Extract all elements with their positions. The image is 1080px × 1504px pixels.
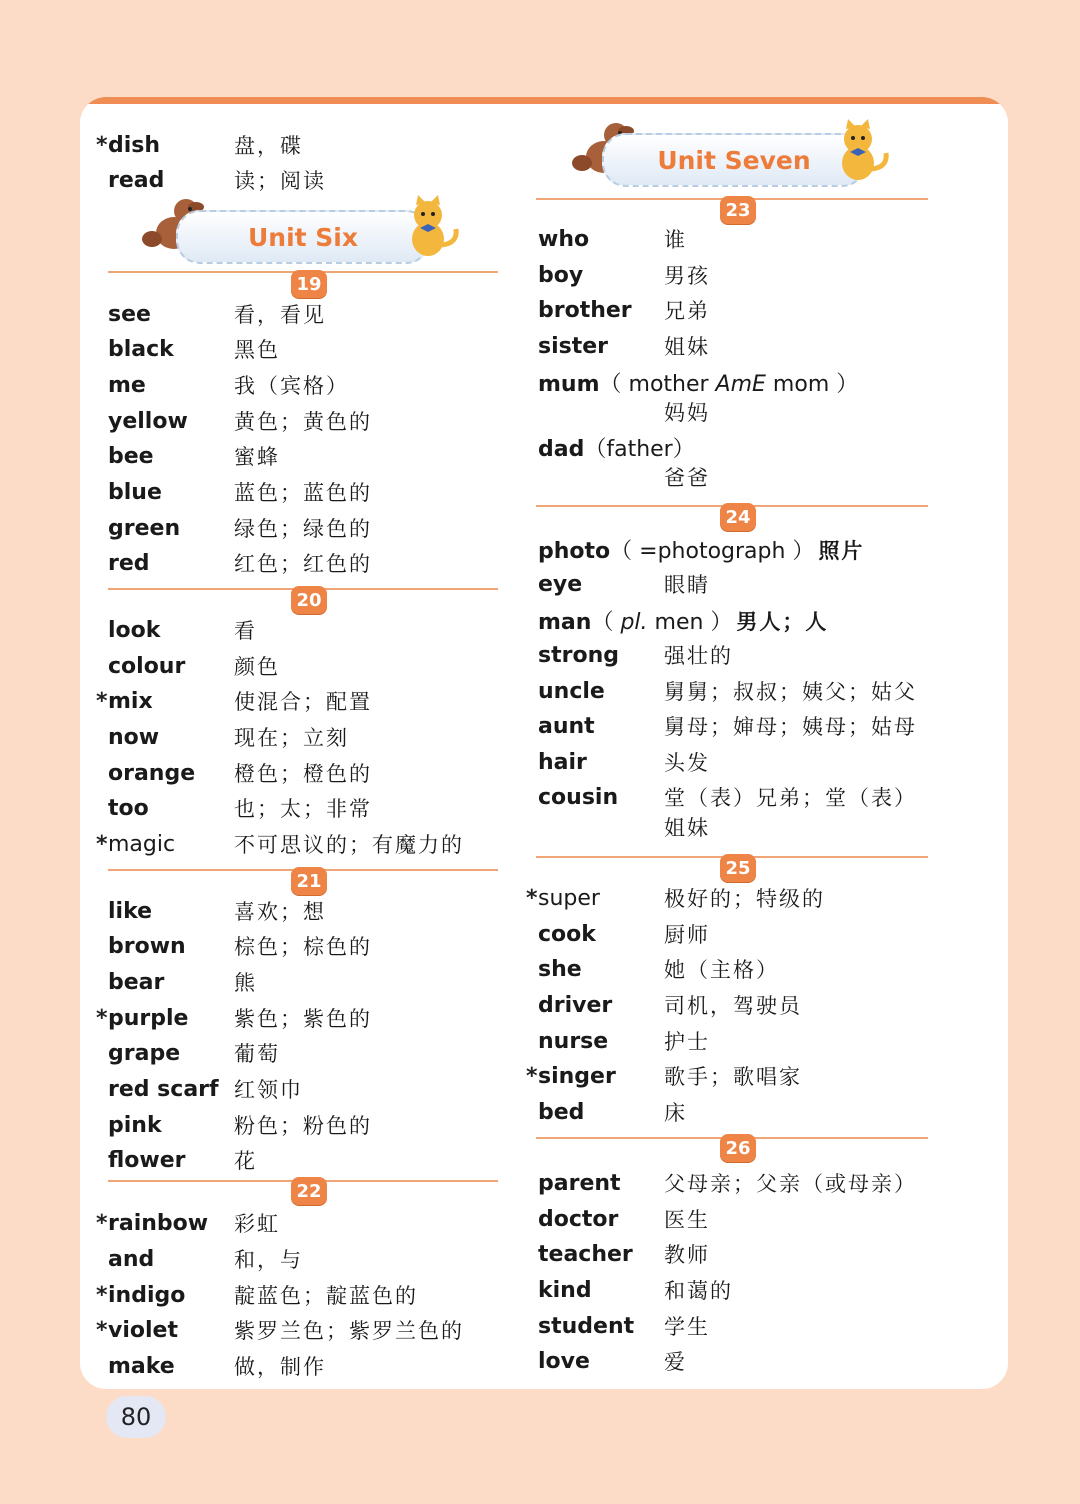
english-word: pink [108, 1112, 162, 1138]
chinese-meaning: 棕色；棕色的 [234, 935, 372, 959]
english-word: boy [538, 262, 584, 288]
unit-six-banner [176, 210, 430, 264]
english-word: who [538, 226, 590, 252]
english-word: read [108, 167, 165, 193]
english-word: super [538, 885, 600, 911]
chinese-meaning: 极好的；特级的 [664, 887, 825, 911]
english-word: like [108, 898, 153, 924]
note-text: mom ） [765, 371, 859, 397]
word-note: （ =photograph ） [610, 538, 815, 564]
english-word [538, 605, 828, 636]
star-marker: * [96, 831, 108, 857]
chinese-meaning: 舅舅；叔叔；姨父；姑父 [664, 680, 917, 704]
star-marker: * [96, 688, 108, 714]
vocabulary-card [80, 97, 1008, 1389]
english-word: love [538, 1348, 590, 1374]
english-word: aunt [538, 713, 595, 739]
chinese-meaning: 红领巾 [234, 1078, 303, 1102]
english-word: eye [538, 571, 583, 597]
english-word: violet [108, 1317, 178, 1343]
star-marker: * [96, 1210, 108, 1236]
chinese-meaning: 男人；人 [736, 608, 829, 634]
chinese-meaning: 绿色；绿色的 [234, 517, 372, 541]
lesson-badge: 25 [720, 854, 756, 882]
note-text: （ [591, 609, 621, 635]
star-marker: * [96, 1005, 108, 1031]
chinese-meaning: 医生 [664, 1208, 710, 1232]
lesson-badge: 19 [291, 270, 327, 298]
english-word: hair [538, 749, 587, 775]
english-word: sister [538, 333, 609, 359]
card-top-stripe [80, 97, 1008, 104]
chinese-meaning: 做，制作 [234, 1355, 326, 1379]
english-word: red scarf [108, 1076, 219, 1102]
page-number: 80 [106, 1396, 166, 1438]
english-word: cousin [538, 784, 619, 810]
english-word: flower [108, 1147, 186, 1173]
word-note [591, 610, 732, 635]
lesson-badge: 23 [720, 196, 756, 224]
chinese-meaning: 读；阅读 [234, 169, 326, 193]
english-word: cook [538, 921, 596, 947]
english-word: yellow [108, 408, 188, 434]
note-text: men ） [647, 609, 733, 635]
english-word: driver [538, 992, 613, 1018]
chinese-meaning: 花 [234, 1149, 257, 1173]
english-word: too [108, 795, 149, 821]
chinese-meaning: 头发 [664, 751, 710, 775]
english-word: dish [108, 132, 161, 158]
chinese-meaning: 姐妹 [664, 816, 710, 840]
chinese-meaning: 靛蓝色；靛蓝色的 [234, 1284, 418, 1308]
note-italic: pl. [620, 609, 648, 635]
english-word: orange [108, 760, 196, 786]
english-word: red [108, 550, 150, 576]
chinese-meaning: 司机，驾驶员 [664, 994, 802, 1018]
chinese-meaning: 爱 [664, 1350, 687, 1374]
english-word: and [108, 1246, 155, 1272]
english-word: indigo [108, 1282, 186, 1308]
english-headword: dad [538, 436, 585, 462]
chinese-meaning: 橙色；橙色的 [234, 762, 372, 786]
chinese-meaning: 舅母；婶母；姨母；姑母 [664, 715, 917, 739]
chinese-meaning: 现在；立刻 [234, 726, 349, 750]
english-word: purple [108, 1005, 189, 1031]
chinese-meaning: 照片 [818, 537, 865, 563]
chinese-meaning: 紫色；紫色的 [234, 1007, 372, 1031]
english-word: me [108, 372, 146, 398]
chinese-meaning: 喜欢；想 [234, 900, 326, 924]
english-word: brown [108, 933, 186, 959]
english-word: bear [108, 969, 165, 995]
english-word: look [108, 617, 161, 643]
chinese-meaning: 姐妹 [664, 335, 710, 359]
chinese-meaning: 熊 [234, 971, 257, 995]
english-word: green [108, 515, 181, 541]
lesson-badge: 24 [720, 503, 756, 531]
chinese-meaning: 使混合；配置 [234, 690, 372, 714]
english-word: now [108, 724, 160, 750]
unit-seven-cat-illustration [830, 119, 892, 183]
chinese-meaning: 她（主格） [664, 958, 779, 982]
chinese-meaning: 红色；红色的 [234, 552, 372, 576]
english-word: parent [538, 1170, 621, 1196]
english-word: she [538, 956, 582, 982]
chinese-meaning: 学生 [664, 1315, 710, 1339]
chinese-meaning: 眼睛 [664, 573, 710, 597]
chinese-meaning: 黑色 [234, 338, 280, 362]
star-marker: * [526, 885, 538, 911]
english-word: see [108, 301, 151, 327]
chinese-meaning: 看 [234, 619, 257, 643]
star-marker: * [96, 1282, 108, 1308]
english-headword: photo [538, 538, 611, 564]
chinese-meaning: 歌手；歌唱家 [664, 1065, 802, 1089]
chinese-meaning: 看，看见 [234, 303, 326, 327]
english-word: doctor [538, 1206, 619, 1232]
english-word: magic [108, 831, 176, 857]
chinese-meaning: 蓝色；蓝色的 [234, 481, 372, 505]
english-word: bed [538, 1099, 585, 1125]
chinese-meaning: 黄色；黄色的 [234, 410, 372, 434]
english-word: make [108, 1353, 175, 1379]
english-headword: mum [538, 371, 600, 397]
english-word: black [108, 336, 174, 362]
chinese-meaning: 粉色；粉色的 [234, 1114, 372, 1138]
english-word: mix [108, 688, 153, 714]
lesson-badge: 21 [291, 867, 327, 895]
note-text: （ mother [599, 371, 716, 397]
chinese-meaning: 厨师 [664, 923, 710, 947]
chinese-meaning: 堂（表）兄弟；堂（表） [664, 786, 917, 810]
chinese-meaning: 也；太；非常 [234, 797, 372, 821]
chinese-meaning: 教师 [664, 1243, 710, 1267]
lesson-badge: 20 [291, 586, 327, 614]
chinese-meaning: 葡萄 [234, 1042, 280, 1066]
unit-seven-banner [602, 133, 866, 187]
chinese-meaning: 谁 [664, 228, 687, 252]
star-marker: * [96, 1317, 108, 1343]
chinese-meaning: 床 [664, 1101, 687, 1125]
chinese-meaning: 不可思议的；有魔力的 [234, 833, 464, 857]
word-note [600, 372, 859, 397]
english-word: rainbow [108, 1210, 209, 1236]
english-word: colour [108, 653, 186, 679]
english-word: singer [538, 1063, 616, 1089]
english-word: strong [538, 642, 619, 668]
english-word: nurse [538, 1028, 609, 1054]
english-word: student [538, 1313, 635, 1339]
chinese-meaning: 和蔼的 [664, 1279, 733, 1303]
unit-six-cat-illustration [400, 195, 462, 259]
chinese-meaning: 盘，碟 [234, 134, 303, 158]
english-word: brother [538, 297, 632, 323]
chinese-meaning: 颜色 [234, 655, 280, 679]
chinese-meaning: 父母亲；父亲（或母亲） [664, 1172, 917, 1196]
english-word: teacher [538, 1241, 633, 1267]
chinese-meaning: 男孩 [664, 264, 710, 288]
english-word: uncle [538, 678, 605, 704]
english-headword: man [538, 609, 592, 635]
chinese-meaning: 我（宾格） [234, 374, 349, 398]
star-marker: * [526, 1063, 538, 1089]
word-note: （father） [584, 436, 695, 462]
chinese-meaning: 彩虹 [234, 1212, 280, 1236]
chinese-meaning: 紫罗兰色；紫罗兰色的 [234, 1319, 464, 1343]
english-word [538, 432, 695, 463]
lesson-badge: 26 [720, 1134, 756, 1162]
english-word [538, 367, 858, 398]
chinese-meaning: 蜜蜂 [234, 445, 280, 469]
chinese-meaning: 护士 [664, 1030, 710, 1054]
chinese-meaning: 和，与 [234, 1248, 303, 1272]
star-marker: * [96, 132, 108, 158]
chinese-meaning: 爸爸 [664, 466, 710, 490]
lesson-badge: 22 [291, 1177, 327, 1205]
unit-title: Unit Seven [657, 145, 811, 175]
english-word: blue [108, 479, 162, 505]
chinese-meaning: 强壮的 [664, 644, 733, 668]
english-word: grape [108, 1040, 181, 1066]
chinese-meaning: 兄弟 [664, 299, 710, 323]
note-italic: AmE [715, 371, 766, 397]
english-word: kind [538, 1277, 592, 1303]
unit-title: Unit Six [247, 222, 359, 252]
english-word [538, 534, 864, 565]
english-word: bee [108, 443, 154, 469]
chinese-meaning: 妈妈 [664, 401, 710, 425]
